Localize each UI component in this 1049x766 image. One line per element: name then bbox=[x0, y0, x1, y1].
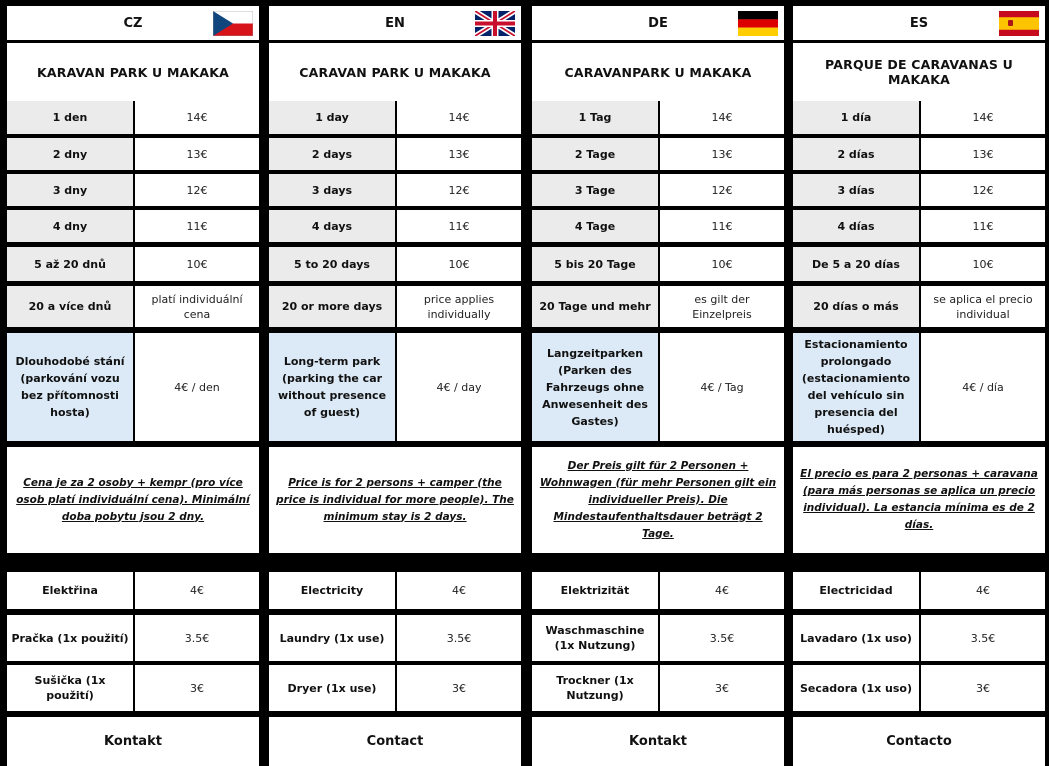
price-label: 2 Tage bbox=[532, 138, 658, 170]
contact-link[interactable]: Kontakt bbox=[532, 717, 784, 766]
longterm-value: 4€ / Tag bbox=[660, 333, 784, 441]
language-column-cz bbox=[7, 6, 259, 766]
price-label: 3 días bbox=[793, 174, 919, 206]
price-value: 14€ bbox=[921, 101, 1045, 134]
price-value: 13€ bbox=[397, 138, 521, 170]
price-value: 14€ bbox=[135, 101, 259, 134]
price-label: 20 a více dnů bbox=[7, 286, 133, 327]
price-value: 12€ bbox=[135, 174, 259, 206]
price-value: price applies individually bbox=[397, 286, 521, 327]
service-value: 4€ bbox=[397, 572, 521, 609]
language-header bbox=[7, 6, 259, 40]
price-value: 13€ bbox=[660, 138, 784, 170]
price-value: 13€ bbox=[135, 138, 259, 170]
price-value: 13€ bbox=[921, 138, 1045, 170]
price-label: 4 days bbox=[269, 210, 395, 242]
price-value: es gilt der Einzelpreis bbox=[660, 286, 784, 327]
language-code: CZ bbox=[123, 15, 143, 31]
price-label: 4 Tage bbox=[532, 210, 658, 242]
park-title: CARAVANPARK U MAKAKA bbox=[532, 43, 784, 101]
longterm-label: Long-term park (parking the car without presence of guest) bbox=[269, 333, 395, 441]
longterm-label: Dlouhodobé stání (parkování vozu bez přítomnosti hosta) bbox=[7, 333, 133, 441]
price-note: El precio es para 2 personas + caravana (para más personas se aplica un precio individual). La estancia mínima es de 2 días. bbox=[793, 447, 1045, 553]
price-value: 11€ bbox=[135, 210, 259, 242]
service-label: Laundry (1x use) bbox=[269, 615, 395, 661]
price-label: 3 dny bbox=[7, 174, 133, 206]
contact-link[interactable]: Contacto bbox=[793, 717, 1045, 766]
service-value: 3.5€ bbox=[397, 615, 521, 661]
park-title: PARQUE DE CARAVANAS U MAKAKA bbox=[793, 43, 1045, 101]
price-value: se aplica el precio individual bbox=[921, 286, 1045, 327]
price-label: 20 or more days bbox=[269, 286, 395, 327]
service-label: Waschmaschine (1x Nutzung) bbox=[532, 615, 658, 661]
price-value: 10€ bbox=[397, 247, 521, 281]
price-label: 20 Tage und mehr bbox=[532, 286, 658, 327]
service-label: Electricidad bbox=[793, 572, 919, 609]
language-header bbox=[269, 6, 521, 40]
price-value: 11€ bbox=[660, 210, 784, 242]
language-header bbox=[793, 6, 1045, 40]
language-column-de bbox=[532, 6, 784, 766]
longterm-value: 4€ / den bbox=[135, 333, 259, 441]
price-value: 10€ bbox=[135, 247, 259, 281]
price-label: 1 den bbox=[7, 101, 133, 134]
service-value: 3€ bbox=[660, 665, 784, 711]
price-label: 4 días bbox=[793, 210, 919, 242]
price-label: 20 días o más bbox=[793, 286, 919, 327]
service-value: 4€ bbox=[921, 572, 1045, 609]
price-value: 12€ bbox=[921, 174, 1045, 206]
longterm-label: Estacionamiento prolongado (estacionamiento del vehículo sin presencia del huésped) bbox=[793, 333, 919, 441]
price-label: 2 días bbox=[793, 138, 919, 170]
price-value: 14€ bbox=[660, 101, 784, 134]
contact-link[interactable]: Kontakt bbox=[7, 717, 259, 766]
price-value: 11€ bbox=[397, 210, 521, 242]
service-label: Trockner (1x Nutzung) bbox=[532, 665, 658, 711]
service-label: Lavadaro (1x uso) bbox=[793, 615, 919, 661]
price-label: 4 dny bbox=[7, 210, 133, 242]
price-label: 5 až 20 dnů bbox=[7, 247, 133, 281]
language-column-es bbox=[793, 6, 1045, 766]
price-label: De 5 a 20 días bbox=[793, 247, 919, 281]
language-column-en bbox=[269, 6, 521, 766]
language-code: DE bbox=[648, 15, 668, 31]
service-value: 3€ bbox=[921, 665, 1045, 711]
park-title: KARAVAN PARK U MAKAKA bbox=[7, 43, 259, 101]
service-value: 3€ bbox=[397, 665, 521, 711]
price-label: 1 day bbox=[269, 101, 395, 134]
price-label: 3 days bbox=[269, 174, 395, 206]
contact-link[interactable]: Contact bbox=[269, 717, 521, 766]
price-label: 1 Tag bbox=[532, 101, 658, 134]
price-value: 11€ bbox=[921, 210, 1045, 242]
price-value: 12€ bbox=[660, 174, 784, 206]
service-label: Pračka (1x použití) bbox=[7, 615, 133, 661]
park-title: CARAVAN PARK U MAKAKA bbox=[269, 43, 521, 101]
price-value: 10€ bbox=[660, 247, 784, 281]
service-label: Electricity bbox=[269, 572, 395, 609]
service-value: 4€ bbox=[660, 572, 784, 609]
price-label: 1 día bbox=[793, 101, 919, 134]
price-value: 12€ bbox=[397, 174, 521, 206]
service-label: Sušička (1x použití) bbox=[7, 665, 133, 711]
longterm-label: Langzeitparken (Parken des Fahrzeugs ohne Anwesenheit des Gastes) bbox=[532, 333, 658, 441]
language-header bbox=[532, 6, 784, 40]
price-note: Cena je za 2 osoby + kempr (pro více osob platí individuální cena). Minimální doba pobytu jsou 2 dny. bbox=[7, 447, 259, 553]
service-label: Elektrizität bbox=[532, 572, 658, 609]
uk-flag-icon bbox=[475, 11, 515, 36]
price-note: Der Preis gilt für 2 Personen + Wohnwagen (für mehr Personen gilt ein individueller Preis). Die Mindestaufenthaltsdauer beträgt 2 Tage. bbox=[532, 447, 784, 553]
price-value: 14€ bbox=[397, 101, 521, 134]
longterm-value: 4€ / día bbox=[921, 333, 1045, 441]
service-label: Elektřina bbox=[7, 572, 133, 609]
service-value: 3.5€ bbox=[921, 615, 1045, 661]
price-note: Price is for 2 persons + camper (the price is individual for more people). The minimum stay is 2 days. bbox=[269, 447, 521, 553]
cz-flag-icon bbox=[213, 11, 253, 36]
price-value: 10€ bbox=[921, 247, 1045, 281]
price-label: 5 bis 20 Tage bbox=[532, 247, 658, 281]
de-flag-icon bbox=[738, 11, 778, 36]
service-value: 4€ bbox=[135, 572, 259, 609]
price-label: 3 Tage bbox=[532, 174, 658, 206]
language-code: ES bbox=[909, 15, 929, 31]
language-code: EN bbox=[385, 15, 405, 31]
price-label: 2 dny bbox=[7, 138, 133, 170]
price-label: 5 to 20 days bbox=[269, 247, 395, 281]
es-flag-icon bbox=[999, 11, 1039, 36]
longterm-value: 4€ / day bbox=[397, 333, 521, 441]
price-label: 2 days bbox=[269, 138, 395, 170]
service-label: Dryer (1x use) bbox=[269, 665, 395, 711]
service-label: Secadora (1x uso) bbox=[793, 665, 919, 711]
service-value: 3.5€ bbox=[135, 615, 259, 661]
service-value: 3.5€ bbox=[660, 615, 784, 661]
service-value: 3€ bbox=[135, 665, 259, 711]
price-value: platí individuální cena bbox=[135, 286, 259, 327]
